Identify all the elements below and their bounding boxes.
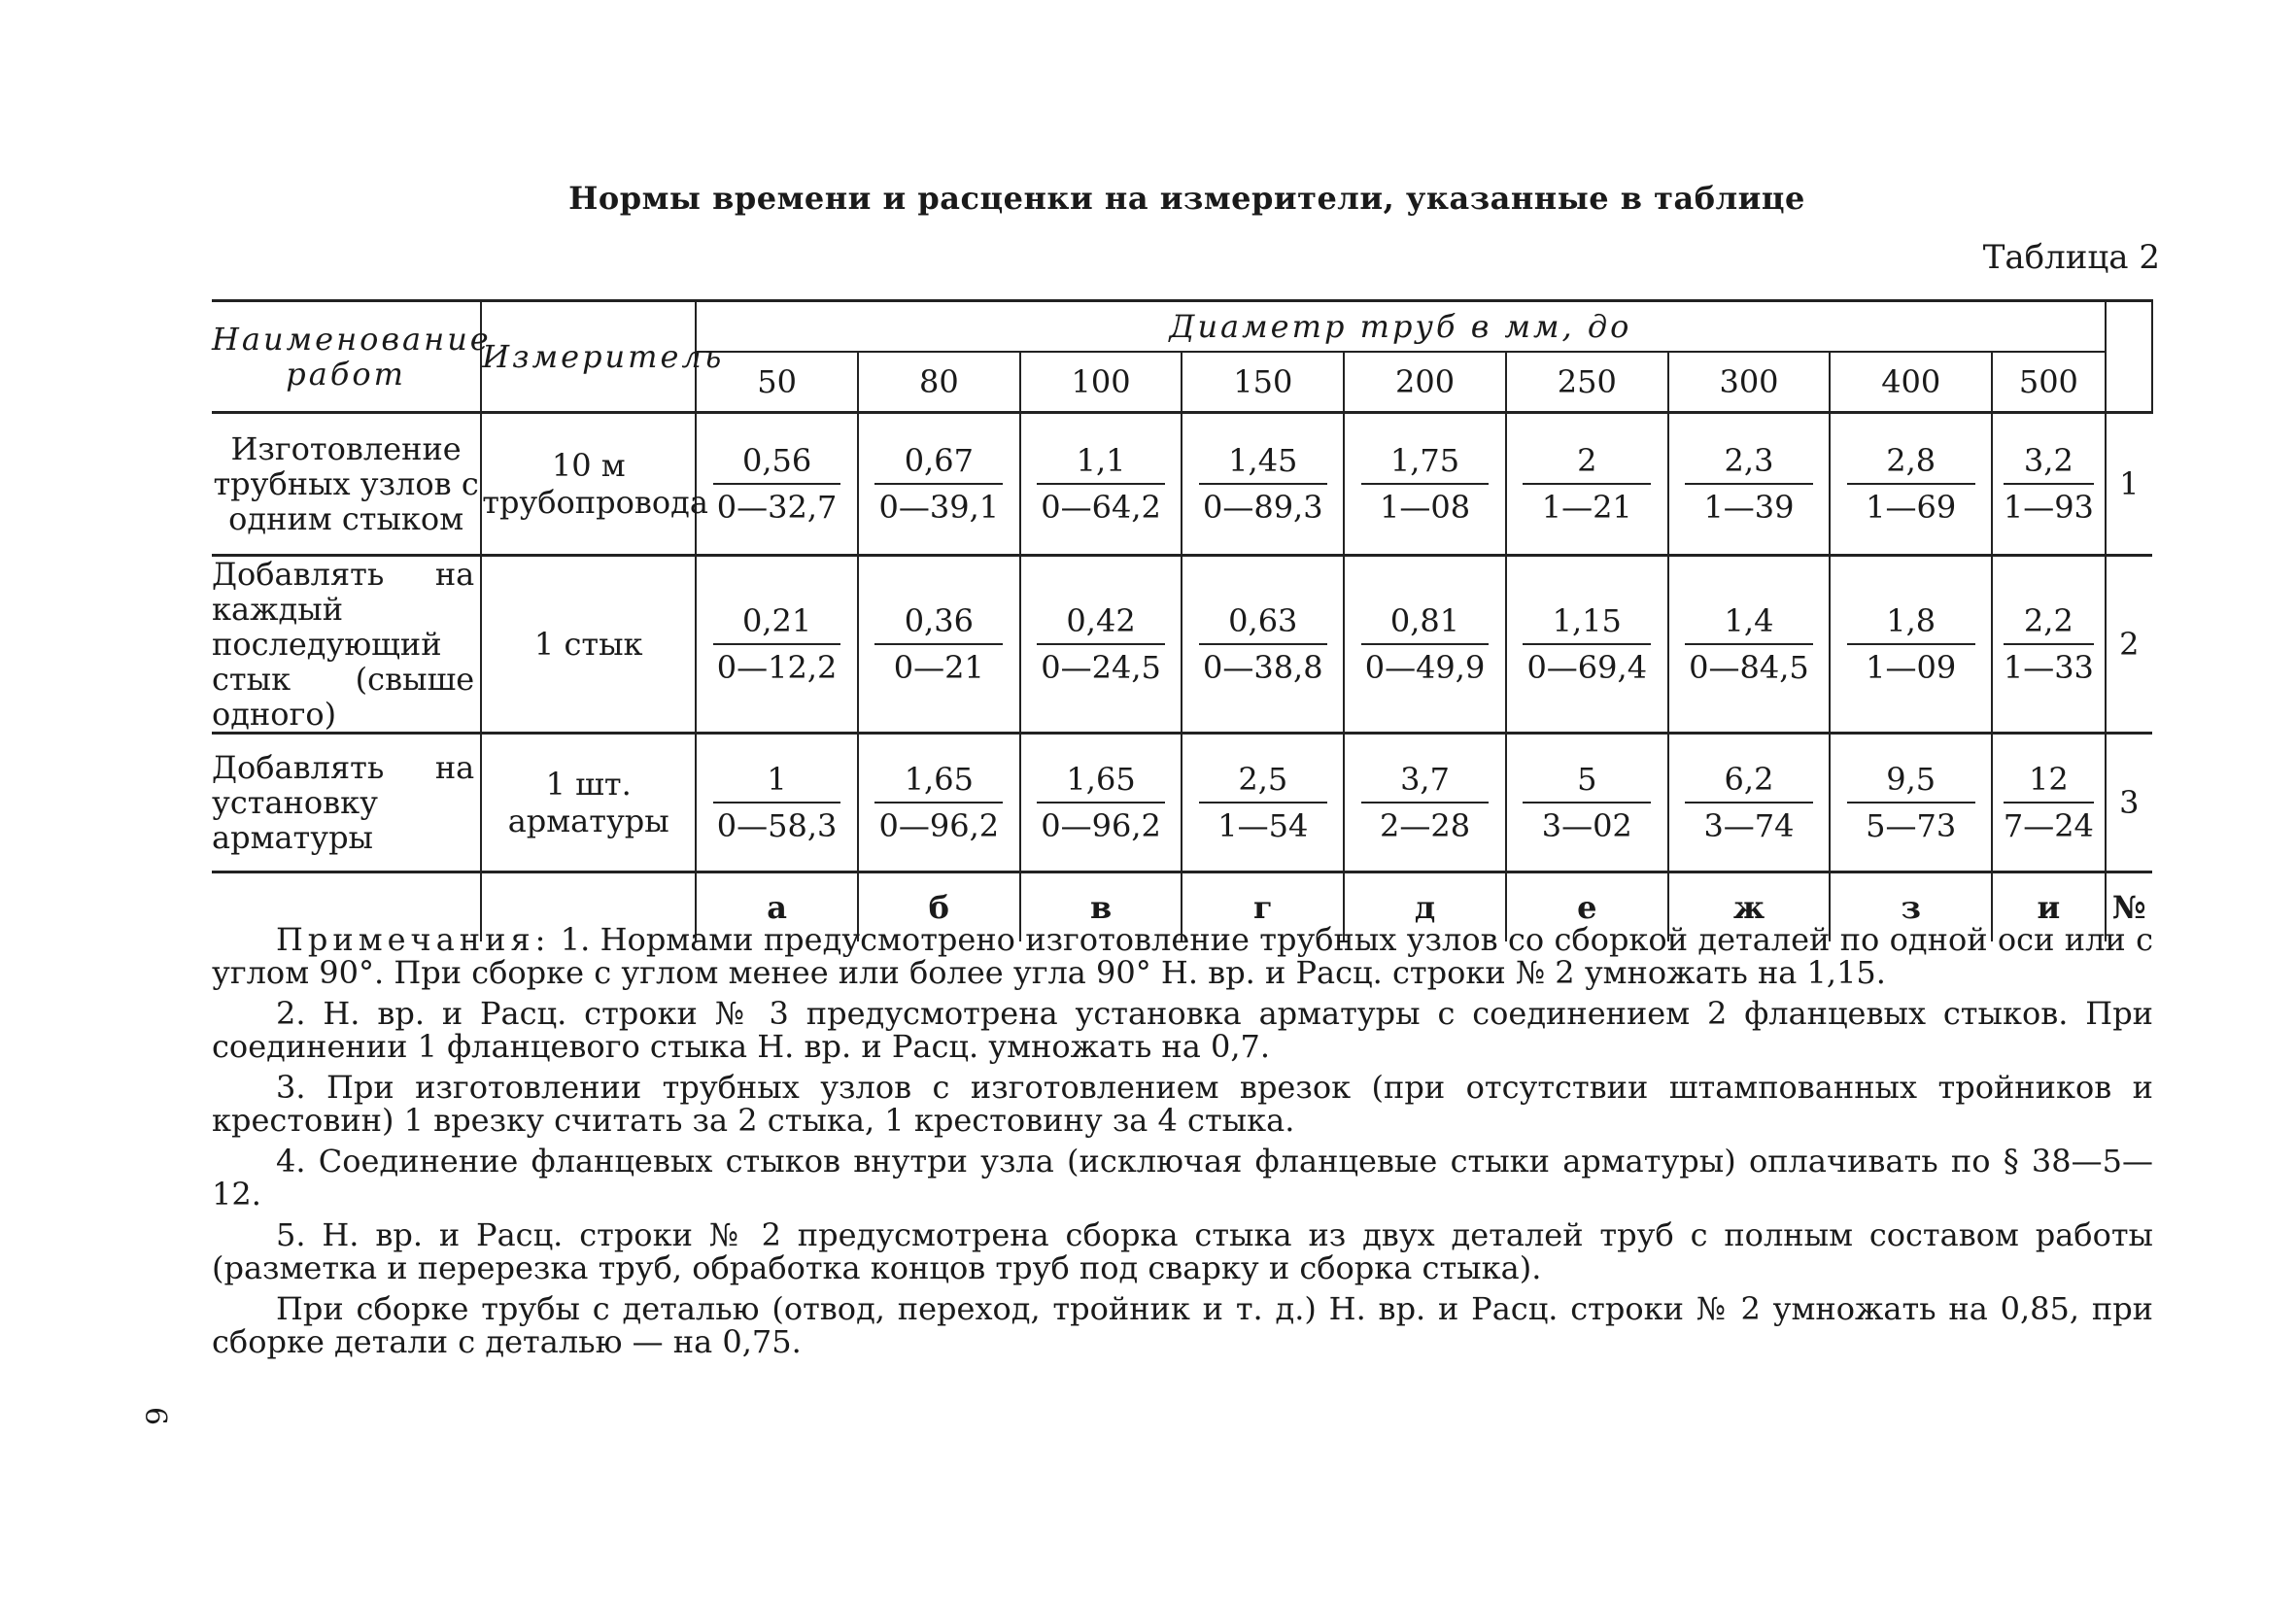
diameter-cell: 200 bbox=[1344, 352, 1506, 413]
norm-value: 3,2 bbox=[2023, 442, 2073, 479]
value-cell bbox=[858, 413, 1020, 556]
rate-value: 1—33 bbox=[2004, 643, 2094, 686]
rate-value: 1—93 bbox=[2004, 483, 2094, 526]
notes-label: Примечания: bbox=[276, 921, 551, 958]
norm-value: 3,7 bbox=[1400, 761, 1450, 798]
value-cell bbox=[858, 556, 1020, 734]
diameter-cell: 80 bbox=[858, 352, 1020, 413]
value-cell bbox=[1668, 734, 1831, 872]
note-item: 4. Соединение фланцевых стыков внутри узла (исключая фланцевые стыки арматуры) оплачивать по § 38—5—12. bbox=[212, 1143, 2153, 1213]
rate-value: 1—21 bbox=[1523, 483, 1651, 526]
rate-value: 0—24,5 bbox=[1037, 643, 1165, 686]
column-letter: з bbox=[1830, 872, 1992, 942]
value-cell bbox=[1020, 734, 1182, 872]
value-cell bbox=[1668, 413, 1831, 556]
diameter-cell: 400 bbox=[1830, 352, 1992, 413]
norm-value: 0,21 bbox=[741, 602, 812, 639]
rate-value: 1—09 bbox=[1847, 643, 1975, 686]
norm-value: 0,63 bbox=[1228, 602, 1298, 639]
diameter-cell: 500 bbox=[1992, 352, 2106, 413]
value-cell bbox=[1668, 556, 1831, 734]
value-cell bbox=[1506, 413, 1668, 556]
value-cell bbox=[1992, 556, 2106, 734]
diameter-cell: 150 bbox=[1182, 352, 1344, 413]
diameter-cell: 250 bbox=[1506, 352, 1668, 413]
value-cell bbox=[1020, 556, 1182, 734]
value-cell bbox=[1182, 413, 1344, 556]
norm-value: 1,15 bbox=[1552, 602, 1622, 639]
value-cell bbox=[1992, 413, 2106, 556]
norm-value: 1 bbox=[767, 761, 787, 798]
value-cell bbox=[1992, 734, 2106, 872]
norm-value: 1,75 bbox=[1389, 442, 1460, 479]
value-cell bbox=[1830, 556, 1992, 734]
rate-value: 0—96,2 bbox=[874, 802, 1003, 844]
norm-value: 1,8 bbox=[1886, 602, 1936, 639]
rate-value: 0—89,3 bbox=[1199, 483, 1327, 526]
unit-cell: 1 шт. арматуры bbox=[481, 734, 696, 872]
value-cell bbox=[1182, 556, 1344, 734]
rate-value: 0—21 bbox=[874, 643, 1003, 686]
col-name-header: Наименование работ bbox=[212, 301, 481, 413]
norm-value: 2 bbox=[1577, 442, 1597, 479]
value-cell bbox=[1344, 413, 1506, 556]
rate-value: 1—69 bbox=[1847, 483, 1975, 526]
column-letter: б bbox=[858, 872, 1020, 942]
num-symbol: № bbox=[2106, 872, 2152, 942]
norm-value: 2,8 bbox=[1886, 442, 1936, 479]
norm-value: 0,42 bbox=[1066, 602, 1136, 639]
rate-value: 0—96,2 bbox=[1037, 802, 1165, 844]
table-row bbox=[212, 734, 2152, 872]
row-number: 1 bbox=[2106, 413, 2152, 556]
rate-value: 1—08 bbox=[1361, 483, 1490, 526]
notes-section bbox=[212, 923, 2153, 1366]
value-cell bbox=[1020, 413, 1182, 556]
column-letter: и bbox=[1992, 872, 2106, 942]
norm-value: 9,5 bbox=[1886, 761, 1936, 798]
row-number: 3 bbox=[2106, 734, 2152, 872]
work-name: Изготовление трубных узлов с одним стыком bbox=[212, 413, 481, 556]
column-letter: г bbox=[1182, 872, 1344, 942]
value-cell bbox=[1830, 734, 1992, 872]
rate-value: 1—54 bbox=[1199, 802, 1327, 844]
norm-value: 2,2 bbox=[2023, 602, 2073, 639]
norm-value: 0,67 bbox=[904, 442, 974, 479]
rate-value: 5—73 bbox=[1847, 802, 1975, 844]
page-title: Нормы времени и расценки на измерители, указанные в таблице bbox=[568, 180, 1805, 217]
rate-value: 2—28 bbox=[1361, 802, 1490, 844]
norm-value: 2,5 bbox=[1238, 761, 1288, 798]
value-cell bbox=[1344, 556, 1506, 734]
norm-value: 6,2 bbox=[1724, 761, 1774, 798]
note-item: 2. Н. вр. и Расц. строки № 3 предусмотрена установка арматуры с соединением 2 фланцевых стыков. При соединении 1 фланцевого стыка Н. вр. и Расц. умножать на 0,7. bbox=[212, 995, 2153, 1065]
rate-value: 0—39,1 bbox=[874, 483, 1003, 526]
rate-value: 0—64,2 bbox=[1037, 483, 1165, 526]
value-cell bbox=[1344, 734, 1506, 872]
column-letter: а bbox=[696, 872, 858, 942]
diameter-header: Диаметр труб в мм, до bbox=[696, 301, 2105, 353]
work-name: Добавлять на каждый последующий стык (свыше одного) bbox=[212, 556, 481, 734]
norm-value: 12 bbox=[2029, 761, 2069, 798]
norm-value: 5 bbox=[1577, 761, 1597, 798]
column-letter: е bbox=[1506, 872, 1668, 942]
norm-value: 1,65 bbox=[904, 761, 974, 798]
norm-value: 1,45 bbox=[1228, 442, 1298, 479]
unit-cell: 10 м трубопровода bbox=[481, 413, 696, 556]
rate-value: 3—02 bbox=[1523, 802, 1651, 844]
value-cell bbox=[1830, 413, 1992, 556]
table-row bbox=[212, 556, 2152, 734]
table-row bbox=[212, 413, 2152, 556]
rate-value: 0—84,5 bbox=[1685, 643, 1813, 686]
rate-value: 0—32,7 bbox=[713, 483, 841, 526]
table-label: Таблица 2 bbox=[1982, 238, 2160, 277]
column-letter: в bbox=[1020, 872, 1182, 942]
note-item bbox=[212, 923, 2153, 989]
work-name: Добавлять на установку арматуры bbox=[212, 734, 481, 872]
norm-value: 1,4 bbox=[1724, 602, 1774, 639]
rate-value: 0—58,3 bbox=[713, 802, 841, 844]
value-cell bbox=[1182, 734, 1344, 872]
norm-value: 1,1 bbox=[1076, 442, 1126, 479]
rownum-header bbox=[2106, 301, 2152, 413]
norm-value: 0,36 bbox=[904, 602, 974, 639]
value-cell bbox=[696, 556, 858, 734]
row-number: 2 bbox=[2106, 556, 2152, 734]
rate-value: 0—49,9 bbox=[1361, 643, 1490, 686]
note-item: 3. При изготовлении трубных узлов с изготовлением врезок (при отсутствии штампованных тройников и крестовин) 1 врезку считать за 2 стыка, 1 крестовину за 4 стыка. bbox=[212, 1069, 2153, 1139]
norms-table bbox=[212, 299, 2153, 941]
rate-value: 0—12,2 bbox=[713, 643, 841, 686]
value-cell bbox=[696, 413, 858, 556]
diameter-cell: 300 bbox=[1668, 352, 1831, 413]
column-letter: д bbox=[1344, 872, 1506, 942]
diameter-cell: 50 bbox=[696, 352, 858, 413]
rate-value: 1—39 bbox=[1685, 483, 1813, 526]
value-cell bbox=[1506, 556, 1668, 734]
value-cell bbox=[696, 734, 858, 872]
norm-value: 1,65 bbox=[1066, 761, 1136, 798]
rate-value: 7—24 bbox=[2004, 802, 2094, 844]
note-item: При сборке трубы с деталью (отвод, переход, тройник и т. д.) Н. вр. и Расц. строки № 2 умножать на 0,85, при сборке детали с деталью — на 0,75. bbox=[212, 1290, 2153, 1360]
norm-value: 0,81 bbox=[1389, 602, 1460, 639]
unit-cell: 1 стык bbox=[481, 556, 696, 734]
rate-value: 0—38,8 bbox=[1199, 643, 1327, 686]
rate-value: 0—69,4 bbox=[1523, 643, 1651, 686]
col-unit-header: Измеритель bbox=[481, 301, 696, 413]
note-text: 1. Нормами предусмотрено изготовление трубных узлов со сборкой деталей по одной оси или с углом 90°. При сборке с углом менее или более угла 90° Н. вр. и Расц. строки № 2 умножать на 1,15. bbox=[212, 921, 2154, 991]
value-cell bbox=[858, 734, 1020, 872]
rate-value: 3—74 bbox=[1685, 802, 1813, 844]
note-item: 5. Н. вр. и Расц. строки № 2 предусмотрена сборка стыка из двух деталей труб с полным составом работы (разметка и перерезка труб, обработка концов труб под сварку и сборка стыка). bbox=[212, 1216, 2153, 1286]
column-letter: ж bbox=[1668, 872, 1831, 942]
page-number: 6 bbox=[138, 1406, 173, 1426]
value-cell bbox=[1506, 734, 1668, 872]
diameter-cell: 100 bbox=[1020, 352, 1182, 413]
norm-value: 2,3 bbox=[1724, 442, 1774, 479]
norm-value: 0,56 bbox=[741, 442, 812, 479]
